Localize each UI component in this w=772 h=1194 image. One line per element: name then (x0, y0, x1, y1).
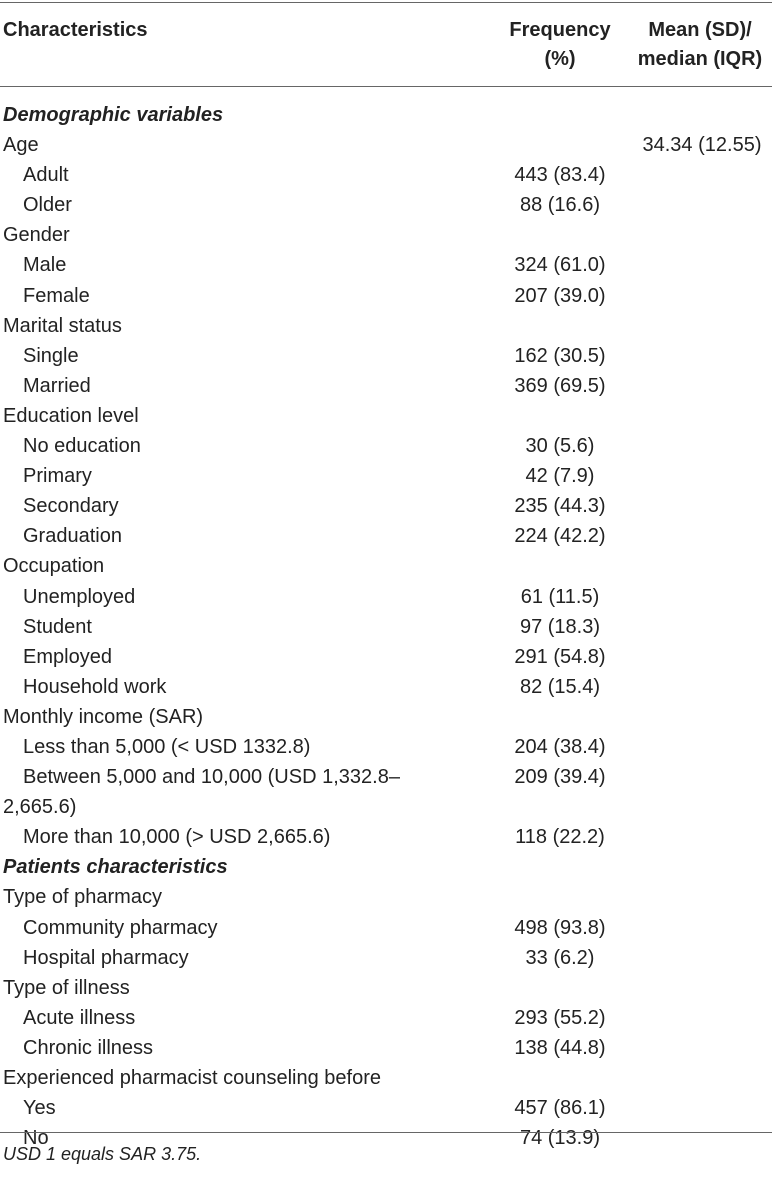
row-label: Chronic illness (23, 1036, 154, 1059)
row-mean: 34.34 (12.55) (642, 134, 762, 157)
row-label: More than 10,000 (> USD 2,665.6) (23, 826, 331, 849)
group-row (0, 700, 772, 730)
row-frequency: 162 (30.5) (514, 344, 606, 367)
row-label: Male (23, 254, 67, 277)
row-frequency: 33 (6.2) (525, 946, 595, 969)
row-label: Patients characteristics (3, 856, 228, 879)
row-frequency: 369 (69.5) (514, 374, 606, 397)
row-label: No (23, 1127, 49, 1150)
row-label: Occupation (3, 555, 105, 578)
table-row (0, 519, 772, 549)
row-label: No education (23, 435, 141, 458)
row-frequency: 224 (42.2) (514, 525, 606, 548)
row-frequency: 61 (11.5) (520, 585, 600, 608)
row-frequency: 293 (55.2) (514, 1006, 606, 1029)
table-row (0, 248, 772, 278)
table-row (0, 429, 772, 459)
row-frequency: 324 (61.0) (514, 254, 606, 277)
row-label: Experienced pharmacist counseling before (3, 1067, 381, 1089)
header-frequency-line2: (%) (544, 48, 576, 70)
table-header-rule (0, 86, 772, 87)
table-top-rule (0, 2, 772, 3)
group-row (0, 971, 772, 1001)
table-row (0, 820, 772, 850)
row-label: Yes (23, 1097, 56, 1120)
row-label: Type of pharmacy (3, 886, 162, 909)
row-label: Community pharmacy (23, 916, 218, 939)
table-row (0, 1001, 772, 1031)
header-mean-line2: median (IQR) (637, 48, 763, 70)
table-row (0, 369, 772, 399)
row-label: Gender (3, 224, 70, 247)
group-row (0, 218, 772, 248)
table-row (0, 911, 772, 941)
row-label: Married (23, 374, 91, 397)
table-row (0, 1031, 772, 1061)
table-bottom-rule (0, 1132, 772, 1133)
row-label: Secondary (23, 495, 119, 518)
group-row (0, 128, 772, 158)
group-row (0, 1061, 772, 1091)
row-frequency: 457 (86.1) (514, 1097, 606, 1120)
row-frequency: 209 (39.4) (514, 766, 606, 789)
header-frequency (486, 16, 634, 74)
row-frequency: 97 (18.3) (519, 615, 601, 638)
row-label: Education level (3, 404, 139, 427)
section-row (0, 98, 772, 128)
table-row (0, 1091, 772, 1121)
row-label: Monthly income (SAR) (3, 705, 204, 728)
row-label: Between 5,000 and 10,000 (USD 1,332.8–2,665.6) (3, 766, 400, 819)
table-footnote: USD 1 equals SAR 3.75. (3, 1144, 202, 1164)
group-row (0, 309, 772, 339)
row-frequency: 88 (16.6) (519, 194, 601, 217)
header-frequency-line1: Frequency (509, 19, 611, 41)
table-row (0, 188, 772, 218)
row-label: Student (23, 615, 92, 638)
row-frequency: 235 (44.3) (514, 495, 606, 518)
table-row (0, 640, 772, 670)
row-frequency: 138 (44.8) (514, 1036, 606, 1059)
row-label: Female (23, 284, 90, 307)
row-frequency: 30 (5.6) (525, 435, 595, 458)
row-label: Demographic variables (3, 104, 224, 126)
row-label: Single (23, 344, 79, 367)
row-label: Adult (23, 164, 69, 187)
row-label: Type of illness (3, 976, 130, 999)
row-label: Graduation (23, 525, 122, 548)
row-label: Hospital pharmacy (23, 946, 189, 969)
row-label: Unemployed (23, 585, 136, 608)
row-frequency: 207 (39.0) (514, 284, 606, 307)
header-characteristics: Characteristics (3, 19, 148, 41)
row-frequency: 82 (15.4) (519, 675, 601, 698)
table-row (0, 941, 772, 971)
row-frequency: 291 (54.8) (514, 645, 606, 668)
row-label: Age (3, 134, 39, 157)
table-row (0, 339, 772, 369)
table-row (0, 580, 772, 610)
table-row (0, 730, 772, 760)
header-mean-line1: Mean (SD)/ (648, 19, 752, 41)
row-label: Marital status (3, 314, 122, 337)
table-row (0, 489, 772, 519)
row-label: Employed (23, 645, 112, 668)
header-mean (630, 16, 770, 74)
row-frequency: 74 (13.9) (519, 1127, 601, 1150)
row-label: Primary (23, 465, 92, 488)
section-row (0, 850, 772, 880)
table-row (0, 459, 772, 489)
group-row (0, 880, 772, 910)
row-label: Acute illness (23, 1006, 136, 1029)
table-row (0, 610, 772, 640)
group-row (0, 399, 772, 429)
table-row (0, 670, 772, 700)
row-frequency: 443 (83.4) (514, 164, 606, 187)
row-frequency: 498 (93.8) (514, 916, 606, 939)
row-frequency: 42 (7.9) (525, 465, 595, 488)
table-row (0, 760, 772, 820)
table-body (0, 98, 772, 1151)
row-frequency: 118 (22.2) (515, 826, 605, 849)
table-row (0, 158, 772, 188)
row-label: Less than 5,000 (< USD 1332.8) (23, 735, 311, 758)
row-label: Older (23, 194, 72, 217)
group-row (0, 549, 772, 579)
row-frequency: 204 (38.4) (514, 735, 606, 758)
table-row (0, 279, 772, 309)
row-label: Household work (23, 675, 167, 698)
